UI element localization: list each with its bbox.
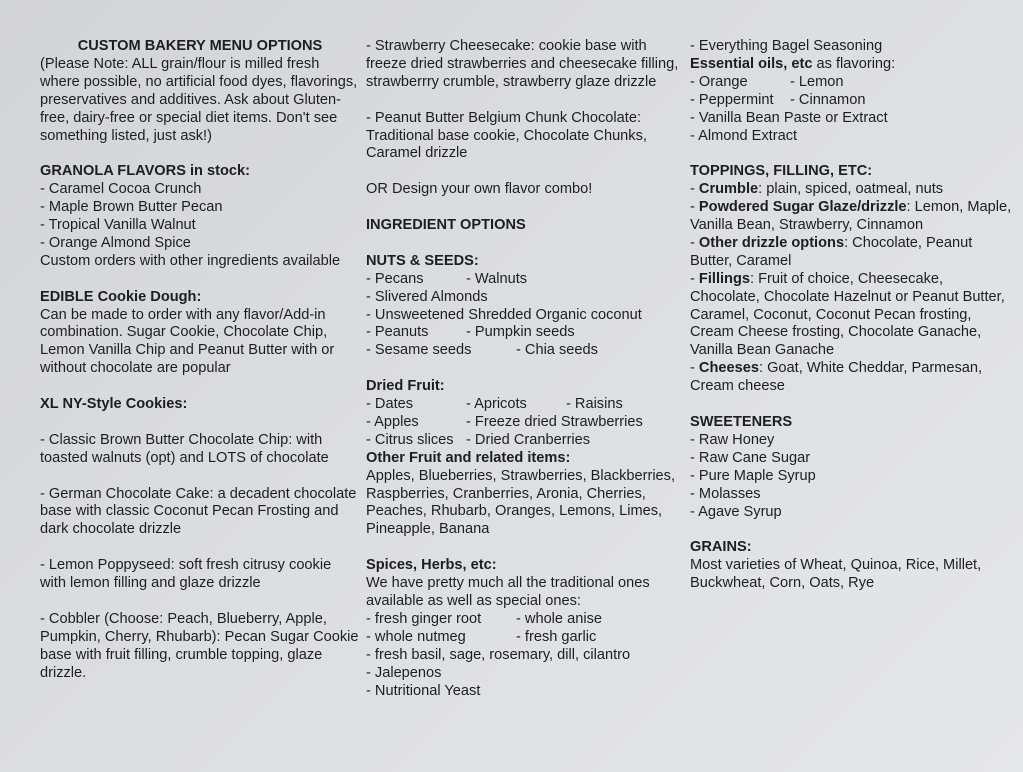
topping-name: Fillings bbox=[698, 270, 750, 287]
list-row bbox=[366, 432, 684, 450]
topping-name: Powdered Sugar Glaze/drizzle bbox=[698, 199, 907, 216]
list-row bbox=[366, 271, 684, 289]
topping-detail: : Lemon, Maple, Vanilla Bean, Strawberry, Cinnamon bbox=[690, 199, 1012, 234]
topping-name: Cheeses bbox=[698, 360, 759, 377]
own-combo-note: OR Design your own flavor combo! bbox=[366, 181, 593, 198]
toppings-heading: TOPPINGS, FILLING, ETC: bbox=[690, 163, 873, 180]
list-item: - Cinnamon bbox=[790, 91, 866, 108]
topping-item: - Fillings: Fruit of choice, Cheesecake, Chocolate, Chocolate Hazelnut or Peanut Butter, Caramel, Coconut, Coconut Pecan frosting, Cream Cheese frosting, Chocolate Ganache, Vanilla Bean Ganache bbox=[690, 270, 1005, 359]
list-item: - fresh garlic bbox=[516, 628, 597, 645]
list-row bbox=[366, 414, 684, 432]
list-item: - Orange bbox=[690, 73, 748, 90]
ingredient-options-heading: INGREDIENT OPTIONS bbox=[366, 217, 526, 234]
topping-item: - Cheeses: Goat, White Cheddar, Parmesan, Cream cheese bbox=[690, 360, 983, 395]
list-item: - Lemon bbox=[790, 73, 844, 90]
list-row bbox=[366, 629, 684, 647]
cookie-item: - Lemon Poppyseed: soft fresh citrusy cookie with lemon filling and glaze drizzle bbox=[40, 557, 332, 592]
list-item: - Chia seeds bbox=[516, 342, 598, 359]
list-item: - Raisins bbox=[566, 396, 623, 413]
column-1 bbox=[40, 38, 360, 683]
list-item: - fresh ginger root bbox=[366, 610, 482, 627]
list-item: - whole anise bbox=[516, 610, 602, 627]
list-item: - Almond Extract bbox=[690, 127, 798, 144]
list-item: - Citrus slices bbox=[366, 431, 454, 448]
list-item: - Freeze dried Strawberries bbox=[466, 413, 643, 430]
sweeteners-heading: SWEETENERS bbox=[690, 414, 793, 430]
list-item: - Caramel Cocoa Crunch bbox=[40, 181, 202, 198]
list-item: - Nutritional Yeast bbox=[366, 682, 481, 699]
list-item: - Dates bbox=[366, 396, 414, 413]
topping-detail: : Chocolate, Peanut Butter, Caramel bbox=[690, 234, 973, 269]
cookie-dough-heading: EDIBLE Cookie Dough: bbox=[40, 288, 202, 305]
list-item: - Raw Cane Sugar bbox=[690, 449, 811, 466]
list-item: - Vanilla Bean Paste or Extract bbox=[690, 109, 888, 126]
list-row bbox=[366, 324, 684, 342]
oils-heading-rest: as flavoring: bbox=[812, 55, 896, 72]
list-item: - Unsweetened Shredded Organic coconut bbox=[366, 306, 642, 323]
topping-item: - Crumble: plain, spiced, oatmeal, nuts bbox=[690, 181, 944, 198]
list-item: - Maple Brown Butter Pecan bbox=[40, 199, 223, 216]
list-item: - fresh basil, sage, rosemary, dill, cilantro bbox=[366, 646, 631, 663]
list-item: - Sesame seeds bbox=[366, 342, 472, 359]
other-fruit-text: Apples, Blueberries, Strawberries, Blackberries, Raspberries, Cranberries, Aronia, Cherries, Peaches, Rhubarb, Oranges, Lemons, Limes, Pineapple, Banana bbox=[366, 467, 676, 538]
page-title: CUSTOM BAKERY MENU OPTIONS bbox=[77, 38, 323, 54]
topping-detail: : Fruit of choice, Cheesecake, Chocolate, Chocolate Hazelnut or Peanut Butter, Caramel, Coconut, Coconut Pecan frosting, Cream Cheese frosting, Chocolate Ganache, Vanilla Bean Ganache bbox=[690, 270, 1005, 359]
list-item: - Apricots bbox=[466, 396, 527, 413]
list-item: - Everything Bagel Seasoning bbox=[690, 38, 883, 54]
cookie-item: - Peanut Butter Belgium Chunk Chocolate: Traditional base cookie, Chocolate Chunks, Caramel drizzle bbox=[366, 109, 647, 162]
topping-item: - Powdered Sugar Glaze/drizzle: Lemon, Maple, Vanilla Bean, Strawberry, Cinnamon bbox=[690, 199, 1012, 234]
list-row bbox=[366, 396, 684, 414]
list-item: - Pumpkin seeds bbox=[466, 324, 575, 341]
list-item: - Molasses bbox=[690, 485, 761, 502]
topping-detail: : plain, spiced, oatmeal, nuts bbox=[758, 181, 944, 198]
oils-heading bbox=[690, 56, 1015, 74]
list-item: - Dried Cranberries bbox=[466, 431, 591, 448]
granola-custom-note: Custom orders with other ingredients available bbox=[40, 252, 341, 269]
list-row bbox=[690, 74, 1015, 92]
list-item: - whole nutmeg bbox=[366, 628, 466, 645]
topping-name: Crumble bbox=[698, 181, 759, 198]
list-item: - Orange Almond Spice bbox=[40, 234, 191, 251]
list-item: - Pure Maple Syrup bbox=[690, 467, 816, 484]
grains-heading: GRAINS: bbox=[690, 539, 752, 556]
list-item: - Apples bbox=[366, 413, 419, 430]
list-item: - Agave Syrup bbox=[690, 503, 782, 520]
spices-text: We have pretty much all the traditional ones available as well as special ones: bbox=[366, 575, 650, 609]
dried-fruit-heading: Dried Fruit: bbox=[366, 378, 445, 395]
list-item: - Jalepenos bbox=[366, 664, 442, 681]
list-row bbox=[366, 611, 684, 629]
list-row bbox=[366, 342, 684, 360]
list-item: - Peanuts bbox=[366, 324, 429, 341]
column-3 bbox=[690, 38, 1015, 593]
list-item: - Peppermint bbox=[690, 91, 774, 108]
cookie-item: - Cobbler (Choose: Peach, Blueberry, Apple, Pumpkin, Cherry, Rhubarb): Pecan Sugar Cookie base with fruit filling, crumble topping, glaze drizzle. bbox=[40, 610, 359, 681]
column-2 bbox=[366, 38, 684, 700]
oils-heading-bold: Essential oils, etc bbox=[690, 55, 813, 72]
topping-item: - Other drizzle options: Chocolate, Peanut Butter, Caramel bbox=[690, 234, 973, 269]
list-item: - Raw Honey bbox=[690, 431, 775, 448]
cookie-item: - German Chocolate Cake: a decadent chocolate base with classic Coconut Pecan Frosting and dark chocolate drizzle bbox=[40, 485, 357, 538]
list-item: - Tropical Vanilla Walnut bbox=[40, 217, 196, 234]
granola-heading: GRANOLA FLAVORS in stock: bbox=[40, 163, 250, 180]
list-item: - Slivered Almonds bbox=[366, 288, 488, 305]
cookie-item: - Classic Brown Butter Chocolate Chip: with toasted walnuts (opt) and LOTS of chocolate bbox=[40, 431, 329, 466]
nuts-seeds-heading: NUTS & SEEDS: bbox=[366, 252, 479, 269]
menu-note: (Please Note: ALL grain/flour is milled fresh where possible, no artificial food dyes, flavorings, preservatives and additives. Ask about Gluten-free, dairy-free or special diet items. Don't see something listed, just ask!) bbox=[40, 55, 358, 144]
spices-heading: Spices, Herbs, etc: bbox=[366, 557, 497, 574]
cookie-dough-text: Can be made to order with any flavor/Add-in combination. Sugar Cookie, Chocolate Chip, Lemon Vanilla Chip and Peanut Butter with or without chocolate are popular bbox=[40, 306, 335, 377]
topping-detail: : Goat, White Cheddar, Parmesan, Cream cheese bbox=[690, 360, 983, 395]
other-fruit-heading: Other Fruit and related items: bbox=[366, 449, 571, 466]
list-item: - Walnuts bbox=[466, 270, 528, 287]
list-item: - Pecans bbox=[366, 270, 424, 287]
grains-text: Most varieties of Wheat, Quinoa, Rice, Millet, Buckwheat, Corn, Oats, Rye bbox=[690, 557, 982, 592]
xl-cookies-heading: XL NY-Style Cookies: bbox=[40, 396, 188, 413]
cookie-item: - Strawberry Cheesecake: cookie base with freeze dried strawberries and cheesecake filling, strawberrry crumble, strawberry glaze drizzle bbox=[366, 38, 679, 90]
topping-name: Other drizzle options bbox=[698, 234, 845, 251]
list-row bbox=[690, 92, 1015, 110]
